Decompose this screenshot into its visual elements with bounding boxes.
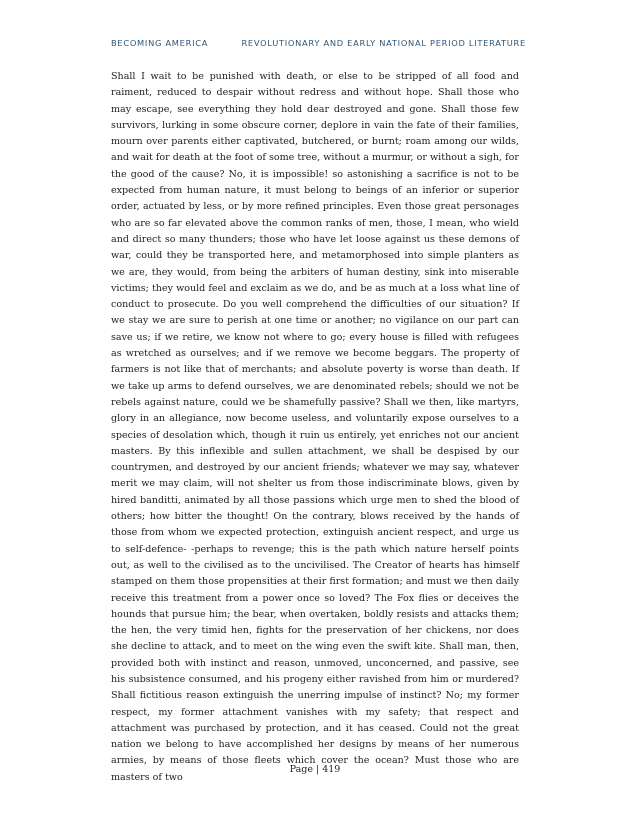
page-number: Page | 419 — [289, 764, 341, 775]
body-text — [111, 69, 519, 786]
section-title: REVOLUTIONARY AND EARLY NATIONAL PERIOD LITERATURE — [241, 38, 526, 48]
book-title: BECOMING AMERICA — [111, 38, 209, 48]
body-paragraph: Shall I wait to be punished with death, or else to be stripped of all food and raiment, reduced to despair without redress and without hope. Shall those who may escape, see everything they hold dear destroyed and gone. Shall those few survivors, lurking in some obscure corner, deplore in vain the fate of their families, mourn over parents either captivated, butchered, or burnt; roam among our wilds, and wait for death at the foot of some tree, without a murmur, or without a sigh, for the good of the cause? No, it is impossible! so astonishing a sacrifice is not to be expected from human nature, it must belong to beings of an inferior or superior order, actuated by less, or by more refined principles. Even those great personages who are so far elevated above the common ranks of men, those, I mean, who wield and direct so many thunders; those who have let loose against us these demons of war, could they be transported here, and metamorphosed into simple planters as we are, they would, from being the arbiters of human destiny, sink into miserable victims; they would feel and exclaim as we do, and be as much at a loss what line of conduct to prosecute. Do you well comprehend the difficulties of our situation? If we stay we are sure to perish at one time or another; no vigilance on our part can save us; if we retire, we know not where to go; every house is filled with refugees as wretched as ourselves; and if we remove we become beggars. The property of farmers is not like that of merchants; and absolute poverty is worse than death. If we take up arms to defend ourselves, we are denominated rebels; should we not be rebels against nature, could we be shamefully passive? Shall we then, like martyrs, glory in an allegiance, now become useless, and voluntarily expose ourselves to a species of desolation which, though it ruin us entirely, yet enriches not our ancient masters. By this inflexible and sullen attachment, we shall be despised by our countrymen, and destroyed by our ancient friends; whatever we may say, whatever merit we may claim, will not shelter us from those indiscriminate blows, given by hired banditti, animated by all those passions which urge men to shed the blood of others; how bitter the thought! On the contrary, blows received by the hands of those from whom we expected protection, extinguish ancient respect, and urge us to self-defence- -perhaps to revenge; this is the path which nature herself points out, as well to the civilised as to the uncivilised. The Creator of hearts has himself stamped on them those propensities at their first formation; and must we then daily receive this treatment from a power once so loved? The Fox flies or deceives the hounds that pursue him; the bear, when overtaken, boldly resists and attacks them; the hen, the very timid hen, fights for the preservation of her chickens, nor does she decline to attack, and to meet on the wing even the swift kite. Shall man, then, provided both with instinct and reason, unmoved, unconcerned, and passive, see his subsistence consumed, and his progeny either ravished from him or murdered? Shall fictitious reason extinguish the unerring impulse of instinct? No; my former respect, my former attachment vanishes with my safety; that respect and attachment was purchased by protection, and it has ceased. Could not the great nation we belong to have accomplished her designs by means of her numerous armies, by means of those fleets which cover the ocean? Must those who are masters of two — [111, 71, 519, 783]
running-header — [111, 38, 531, 48]
